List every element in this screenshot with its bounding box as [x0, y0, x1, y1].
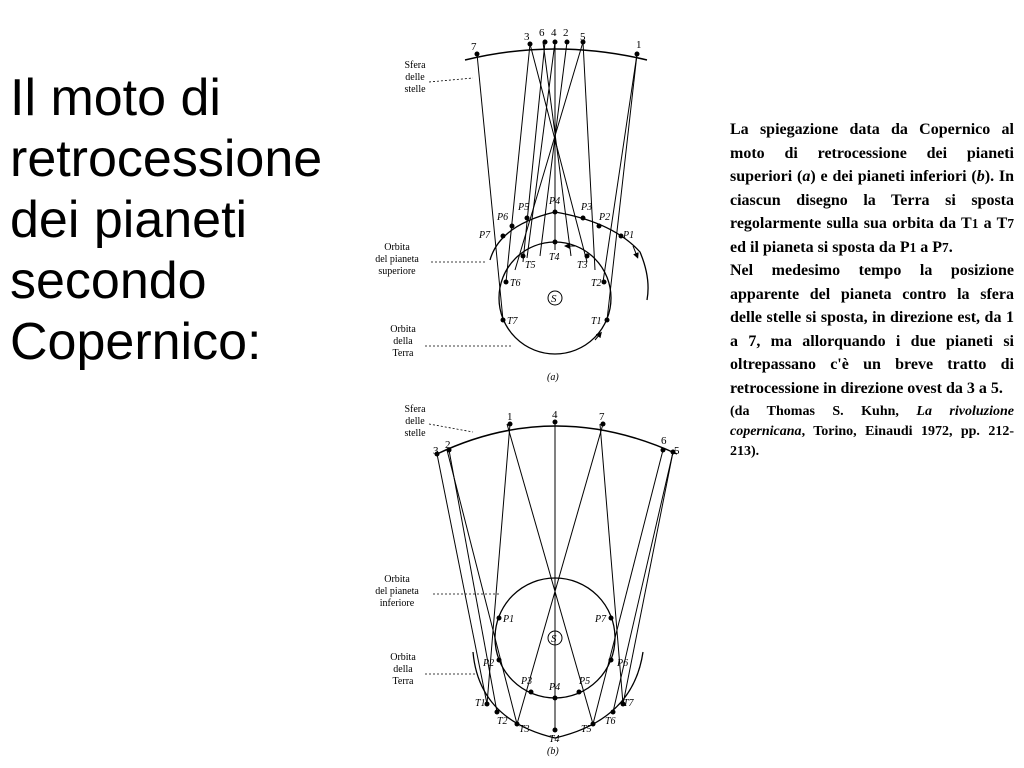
svg-text:Orbita: Orbita	[390, 324, 416, 335]
caption-paragraph-2: Nel medesimo tempo la posizione apparente del pianeta contro la sfera delle stelle si sposta, in direzione est, da 1 a 7, ma allorquando i due pianeti si oltrepassano c'è un breve tratto di retrocessione in direzione ovest da 3 a 5.	[730, 262, 1014, 397]
svg-text:4: 4	[551, 27, 557, 39]
svg-text:T6: T6	[605, 716, 616, 727]
svg-text:stelle: stelle	[404, 84, 426, 95]
svg-text:T1: T1	[591, 316, 602, 327]
title-line: secondo	[10, 252, 207, 310]
svg-text:Sfera: Sfera	[404, 404, 426, 415]
svg-text:P5: P5	[518, 202, 530, 213]
svg-text:6: 6	[661, 435, 667, 447]
svg-text:1: 1	[507, 411, 513, 423]
svg-text:5: 5	[580, 31, 586, 43]
svg-text:Orbita: Orbita	[384, 574, 410, 585]
svg-text:delle: delle	[405, 416, 425, 427]
svg-text:T4: T4	[549, 252, 560, 263]
star-numbers-b	[433, 409, 680, 457]
svg-text:Terra: Terra	[392, 676, 414, 687]
caption-paragraph-1: La spiegazione data da Copernico al moto di retrocessione dei pianeti superiori (a) e dei pianeti inferiori (b). In ciascun disegno la Terra si sposta regolarmente sulla sua orbita da T1 a T7 ed il pianeta si sposta da P1 a P7.	[730, 121, 1015, 256]
svg-text:T7: T7	[623, 698, 634, 709]
svg-text:Orbita: Orbita	[390, 652, 416, 663]
svg-text:stelle: stelle	[404, 428, 426, 439]
svg-text:superiore: superiore	[378, 266, 416, 277]
leader-lines-b	[425, 424, 501, 674]
svg-text:P1: P1	[623, 230, 635, 241]
svg-text:S: S	[551, 293, 557, 305]
svg-text:della: della	[393, 336, 413, 347]
svg-text:T1: T1	[475, 698, 486, 709]
svg-text:T4: T4	[549, 734, 560, 745]
svg-text:Terra: Terra	[392, 348, 414, 359]
svg-text:P2: P2	[483, 658, 495, 669]
svg-text:P4: P4	[549, 682, 561, 693]
svg-text:T3: T3	[519, 724, 530, 735]
copernicus-retrograde-diagram	[355, 20, 715, 762]
svg-text:P3: P3	[521, 676, 533, 687]
svg-text:della: della	[393, 664, 413, 675]
title-line: Il moto di	[10, 69, 221, 127]
svg-text:(b): (b)	[547, 746, 559, 757]
svg-text:P3: P3	[581, 202, 593, 213]
svg-text:P6: P6	[497, 212, 509, 223]
svg-text:P6: P6	[617, 658, 629, 669]
svg-text:T7: T7	[507, 316, 518, 327]
svg-text:S: S	[551, 633, 557, 645]
svg-text:P2: P2	[599, 212, 611, 223]
svg-text:Orbita: Orbita	[384, 242, 410, 253]
svg-text:2: 2	[445, 439, 451, 451]
svg-text:P7: P7	[479, 230, 491, 241]
svg-text:1: 1	[636, 39, 642, 51]
svg-text:P7: P7	[595, 614, 607, 625]
earth-labels-a	[507, 252, 602, 327]
slide-title	[10, 68, 390, 373]
svg-text:P4: P4	[549, 196, 561, 207]
svg-text:P5: P5	[579, 676, 591, 687]
title-line: Copernico:	[10, 313, 262, 371]
svg-text:T5: T5	[525, 260, 536, 271]
side-labels-b	[375, 404, 426, 687]
svg-text:3: 3	[433, 445, 439, 457]
title-line: dei pianeti	[10, 191, 248, 249]
svg-text:3: 3	[524, 31, 530, 43]
sight-lines-a	[477, 42, 637, 320]
side-labels-a	[375, 60, 426, 359]
svg-text:5: 5	[674, 445, 680, 457]
svg-text:T5: T5	[581, 724, 592, 735]
caption-text	[730, 118, 1014, 462]
svg-text:T3: T3	[577, 260, 588, 271]
diagram-a	[375, 27, 648, 383]
star-sphere-arc-a	[465, 49, 647, 60]
title-line: retrocessione	[10, 130, 323, 188]
svg-text:4: 4	[552, 409, 558, 421]
svg-text:(a): (a)	[547, 372, 559, 383]
svg-text:Sfera: Sfera	[404, 60, 426, 71]
svg-text:7: 7	[471, 41, 477, 53]
svg-text:6: 6	[539, 27, 545, 39]
svg-text:delle: delle	[405, 72, 425, 83]
svg-text:7: 7	[599, 411, 605, 423]
svg-text:T6: T6	[510, 278, 521, 289]
svg-text:del pianeta: del pianeta	[375, 586, 419, 597]
diagram-b	[375, 404, 680, 757]
svg-text:T2: T2	[591, 278, 602, 289]
svg-text:2: 2	[563, 27, 569, 39]
svg-text:T2: T2	[497, 716, 508, 727]
svg-text:del pianeta: del pianeta	[375, 254, 419, 265]
star-sphere-arc-b	[437, 426, 677, 454]
caption-source: (da Thomas S. Kuhn, La rivoluzione copernicana, Torino, Einaudi 1972, pp. 212-213).	[730, 404, 1014, 459]
svg-text:inferiore: inferiore	[379, 598, 415, 609]
svg-text:P1: P1	[503, 614, 515, 625]
